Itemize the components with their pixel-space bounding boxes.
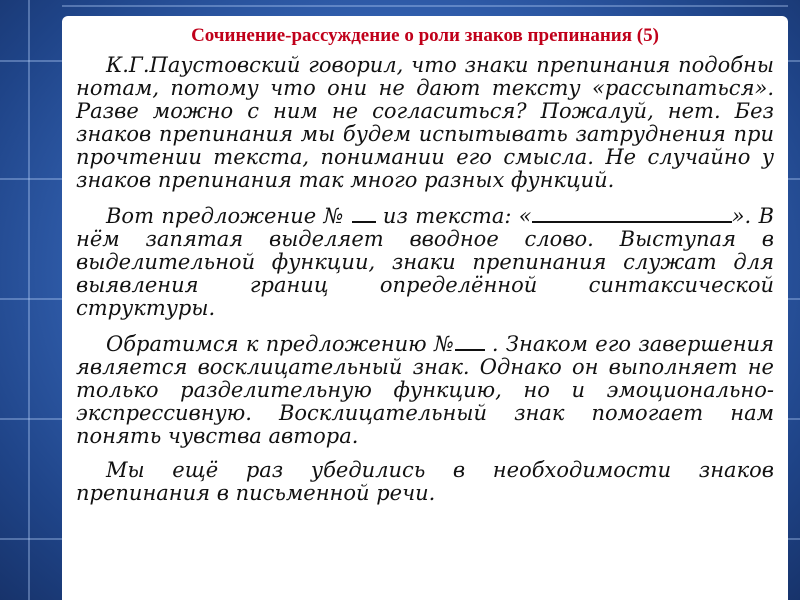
background-grid-line xyxy=(788,418,800,420)
paragraph-text: из текста: « xyxy=(382,204,532,228)
background-grid-line xyxy=(788,60,800,62)
background-grid-line xyxy=(0,298,62,300)
quote-blank xyxy=(532,203,732,223)
paragraph-intro: К.Г.Паустовский говорил, что знаки препинания подобны нотам, потому что они не дают тексту «рассыпаться». Разве можно с ним не согласиться? Пожалуй, нет. Без знаков препинания мы будем испытывать затруднения при прочтении текста, понимании его смысла. Не случайно у знаков препинания так много разных функций. xyxy=(76,53,774,192)
slide-content xyxy=(62,16,788,600)
paragraph-conclusion: Мы ещё раз убедились в необходимости знаков препинания в письменной речи. xyxy=(76,458,774,505)
background-grid-line xyxy=(0,178,62,180)
slide-title: Сочинение-рассуждение о роли знаков препинания (5) xyxy=(191,25,659,46)
background-grid-line xyxy=(28,0,30,600)
background-grid-line xyxy=(0,60,62,62)
paragraph-comma-example xyxy=(76,203,774,320)
background-grid-line xyxy=(0,538,62,540)
sentence-number-blank xyxy=(455,331,485,351)
background-grid-line xyxy=(62,5,788,7)
paragraph-text: Обратимся к предложению № xyxy=(106,332,455,356)
background-grid-line xyxy=(788,298,800,300)
paragraph-text: ». В нём запятая выделяет вводное слово. Выступая в выделительной функции, знаки препинания служат для выявления границ определённой синтаксической структуры. xyxy=(76,204,775,320)
paragraph-exclamation-example xyxy=(76,331,774,448)
sentence-number-blank xyxy=(352,203,376,223)
paragraph-text: Вот предложение № xyxy=(106,204,345,228)
background-grid-line xyxy=(788,538,800,540)
background-grid-line xyxy=(788,178,800,180)
background-grid-line xyxy=(0,418,62,420)
paragraph-text: . Знаком его завершения является восклицательный знак. Однако он выполняет не только разделительную функцию, но и эмоционально-экспрессивную. Восклицательный знак помогает нам понять чувства автора. xyxy=(76,332,774,448)
